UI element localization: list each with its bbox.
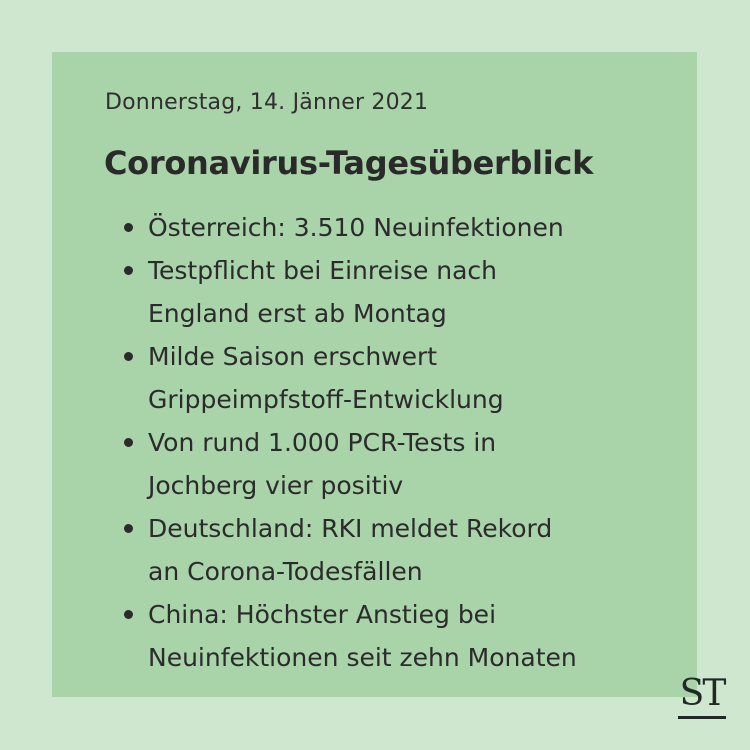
logo-text: ST: [679, 673, 725, 714]
list-item: [122, 507, 682, 593]
list-item-text: China: Höchster Anstieg bei: [148, 600, 497, 629]
list-item: [122, 593, 682, 679]
list-item: [122, 335, 682, 421]
list-item-text: Milde Saison erschwert: [148, 342, 438, 371]
list-item: [122, 206, 682, 249]
list-item-text: an Corona-Todesfällen: [148, 557, 423, 586]
list-item-text: Neuinfektionen seit zehn Monaten: [148, 643, 577, 672]
bullet-icon: [124, 524, 133, 533]
list-item-text: England erst ab Montag: [148, 299, 447, 328]
list-item-text: Grippeimpfstoff-Entwicklung: [148, 385, 504, 414]
list-item: [122, 249, 682, 335]
news-card: [52, 52, 697, 697]
bullet-icon: [124, 438, 133, 447]
logo-underline: [678, 716, 726, 719]
bullet-icon: [124, 610, 133, 619]
date-label: Donnerstag, 14. Jänner 2021: [105, 90, 429, 115]
bullet-icon: [124, 352, 133, 361]
bullet-icon: [124, 223, 133, 232]
list-item-text: Von rund 1.000 PCR-Tests in: [148, 428, 497, 457]
page-title: Coronavirus-Tagesüberblick: [104, 144, 594, 182]
list-item: [122, 421, 682, 507]
list-item-text: Österreich: 3.510 Neuinfektionen: [148, 213, 564, 242]
bullet-icon: [124, 266, 133, 275]
list-item-text: Testpflicht bei Einreise nach: [148, 256, 498, 285]
brand-logo: [676, 674, 728, 722]
headline-list: [122, 206, 682, 679]
list-item-text: Deutschland: RKI meldet Rekord: [148, 514, 553, 543]
list-item-text: Jochberg vier positiv: [148, 471, 404, 500]
